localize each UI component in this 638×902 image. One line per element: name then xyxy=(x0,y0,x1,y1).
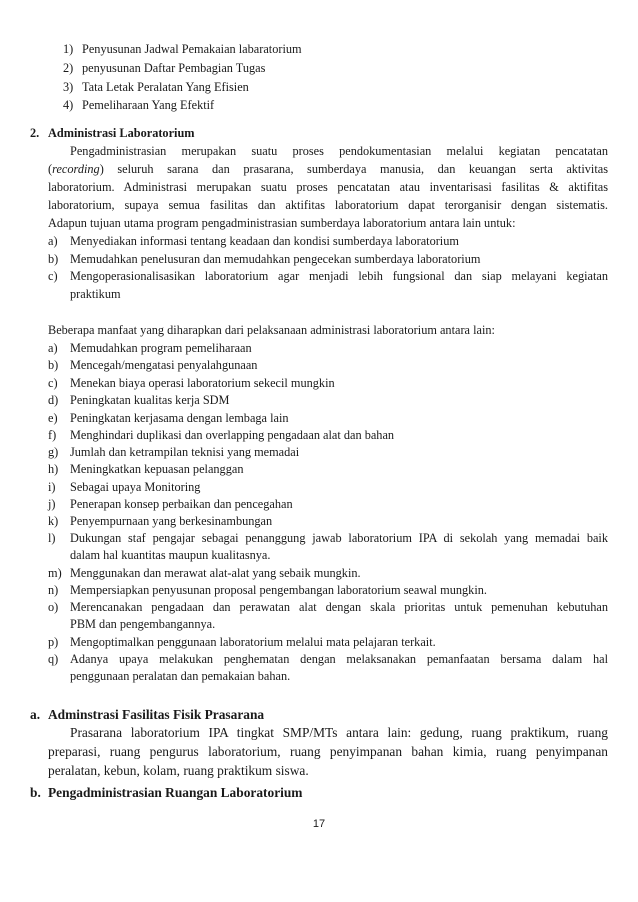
paragraph-text: laboratorium, supaya semua fasilitas dan aktifitas laboratorium dapat terorganisir dengan sistematis. xyxy=(48,198,608,212)
section-title: Administrasi Laboratorium xyxy=(48,126,195,140)
paragraph-text: Adapun tujuan utama program pengadministrasian sumberdaya laboratorium antara lain untuk: xyxy=(48,216,516,230)
list-item: Penyempurnaan yang berkesinambungan xyxy=(70,514,273,528)
list-item: Menyediakan informasi tentang keadaan dan kondisi sumberdaya laboratorium xyxy=(70,234,459,248)
list-number: a) xyxy=(48,234,58,248)
list-item: Mengoptimalkan penggunaan laboratorium melalui mata pelajaran terkait. xyxy=(70,635,436,649)
list-number: g) xyxy=(48,445,59,459)
list-number: c) xyxy=(48,269,58,283)
list-item xyxy=(70,268,608,285)
list-item: Sebagai upaya Monitoring xyxy=(70,480,201,494)
list-item-text: Mengoperasionalisasikan laboratorium agar menjadi lebih fungsional dan siap melayani kegiatan xyxy=(70,269,608,283)
section-number: 2. xyxy=(30,126,40,140)
page-number: 17 xyxy=(312,818,326,830)
paragraph-text: preparasi, ruang pengurus laboratorium, ruang penyimpanan bahan kimia, ruang penyimpanan xyxy=(48,744,608,759)
list-number: c) xyxy=(48,376,58,390)
paragraph-text: Pengadministrasian merupakan suatu proses pendokumentasian melalui kegiatan pencatatan xyxy=(70,144,608,158)
list-number: d) xyxy=(48,393,59,407)
list-item: Penerapan konsep perbaikan dan pencegahan xyxy=(70,497,293,511)
list-number: b) xyxy=(48,252,59,266)
list-item: Menghindari duplikasi dan overlapping pengadaan alat dan bahan xyxy=(70,428,395,442)
list-item-continuation: dalam hal kuantitas maupun kualitasnya. xyxy=(70,548,271,562)
list-number: b) xyxy=(48,358,59,372)
list-item-text: Dukungan staf pengajar sebagai penanggung jawab laboratorium IPA di sekolah yang memadai baik xyxy=(70,531,608,545)
list-item xyxy=(70,599,608,616)
list-number: h) xyxy=(48,462,59,476)
list-item-continuation: penggunaan peralatan dan pemakaian bahan. xyxy=(70,669,291,683)
list-number: k) xyxy=(48,514,59,528)
list-number: n) xyxy=(48,583,59,597)
list-item: Peningkatan kerjasama dengan lembaga lain xyxy=(70,411,289,425)
list-item: Menekan biaya operasi laboratorium sekecil mungkin xyxy=(70,376,335,390)
list-item: Tata Letak Peralatan Yang Efisien xyxy=(82,80,249,94)
paragraph-line xyxy=(70,143,608,160)
list-item-text: Merencanakan pengadaan dan perawatan alat dengan skala prioritas untuk pemenuhan kebutuhan xyxy=(70,600,608,614)
list-number: p) xyxy=(48,635,59,649)
paragraph-text: ) seluruh sarana dan prasarana, sumberdaya manusia, dan keuangan serta aktivitas xyxy=(99,162,608,176)
section-title: Pengadministrasian Ruangan Laboratorium xyxy=(48,785,303,800)
paragraph-text: Prasarana laboratorium IPA tingkat SMP/MTs antara lain: gedung, ruang praktikum, ruang xyxy=(70,725,608,740)
list-number: q) xyxy=(48,652,59,666)
list-number: 2) xyxy=(63,61,74,75)
list-item: Menggunakan dan merawat alat-alat yang sebaik mungkin. xyxy=(70,566,361,580)
section-number: b. xyxy=(30,785,41,800)
benefits-intro: Beberapa manfaat yang diharapkan dari pelaksanaan administrasi laboratorium antara lain: xyxy=(48,323,495,337)
list-item xyxy=(70,651,608,668)
paragraph-line xyxy=(48,179,608,196)
list-number: 4) xyxy=(63,98,74,112)
paragraph-text: ( xyxy=(48,162,53,176)
list-number: e) xyxy=(48,411,58,425)
paragraph-line xyxy=(70,724,608,741)
paragraph-line xyxy=(48,743,608,760)
list-number: j) xyxy=(48,497,56,511)
paragraph-text: laboratorium. Administrasi merupakan suatu proses pencatatan atau inventarisasi fasilitas & aktifitas xyxy=(48,180,608,194)
list-item: Jumlah dan ketrampilan teknisi yang memadai xyxy=(70,445,300,459)
list-item: Penyusunan Jadwal Pemakaian labaratorium xyxy=(82,42,302,56)
paragraph-text: peralatan, kebun, kolam, ruang praktikum siswa. xyxy=(48,763,309,778)
list-number: a) xyxy=(48,341,58,355)
section-title: Adminstrasi Fasilitas Fisik Prasarana xyxy=(48,707,265,722)
list-number: o) xyxy=(48,600,59,614)
italic-term: recording xyxy=(52,162,100,176)
list-item: Mencegah/mengatasi penyalahgunaan xyxy=(70,358,258,372)
list-number: 1) xyxy=(63,42,74,56)
list-item xyxy=(70,530,608,547)
list-item: Meningkatkan kepuasan pelanggan xyxy=(70,462,244,476)
section-number: a. xyxy=(30,707,41,722)
paragraph-line xyxy=(48,197,608,214)
list-number: f) xyxy=(48,428,57,442)
list-item-text: Adanya upaya melakukan penghematan dengan melaksanakan pemanfaatan bersama dalam hal xyxy=(70,652,608,666)
list-item: Memudahkan program pemeliharaan xyxy=(70,341,252,355)
list-item: Mempersiapkan penyusunan proposal pengembangan laboratorium seawal mungkin. xyxy=(70,583,487,597)
list-item: Memudahkan penelusuran dan memudahkan pengecekan sumberdaya laboratorium xyxy=(70,252,481,266)
paragraph-line xyxy=(48,161,608,178)
list-item: Pemeliharaan Yang Efektif xyxy=(82,98,215,112)
list-number: l) xyxy=(48,531,56,545)
list-number: m) xyxy=(48,566,62,580)
list-item: Peningkatan kualitas kerja SDM xyxy=(70,393,230,407)
list-item-continuation: PBM dan pengembangannya. xyxy=(70,617,216,631)
list-item: penyusunan Daftar Pembagian Tugas xyxy=(82,61,266,75)
list-number: i) xyxy=(48,480,56,494)
list-number: 3) xyxy=(63,80,74,94)
list-item-continuation: praktikum xyxy=(70,287,121,301)
